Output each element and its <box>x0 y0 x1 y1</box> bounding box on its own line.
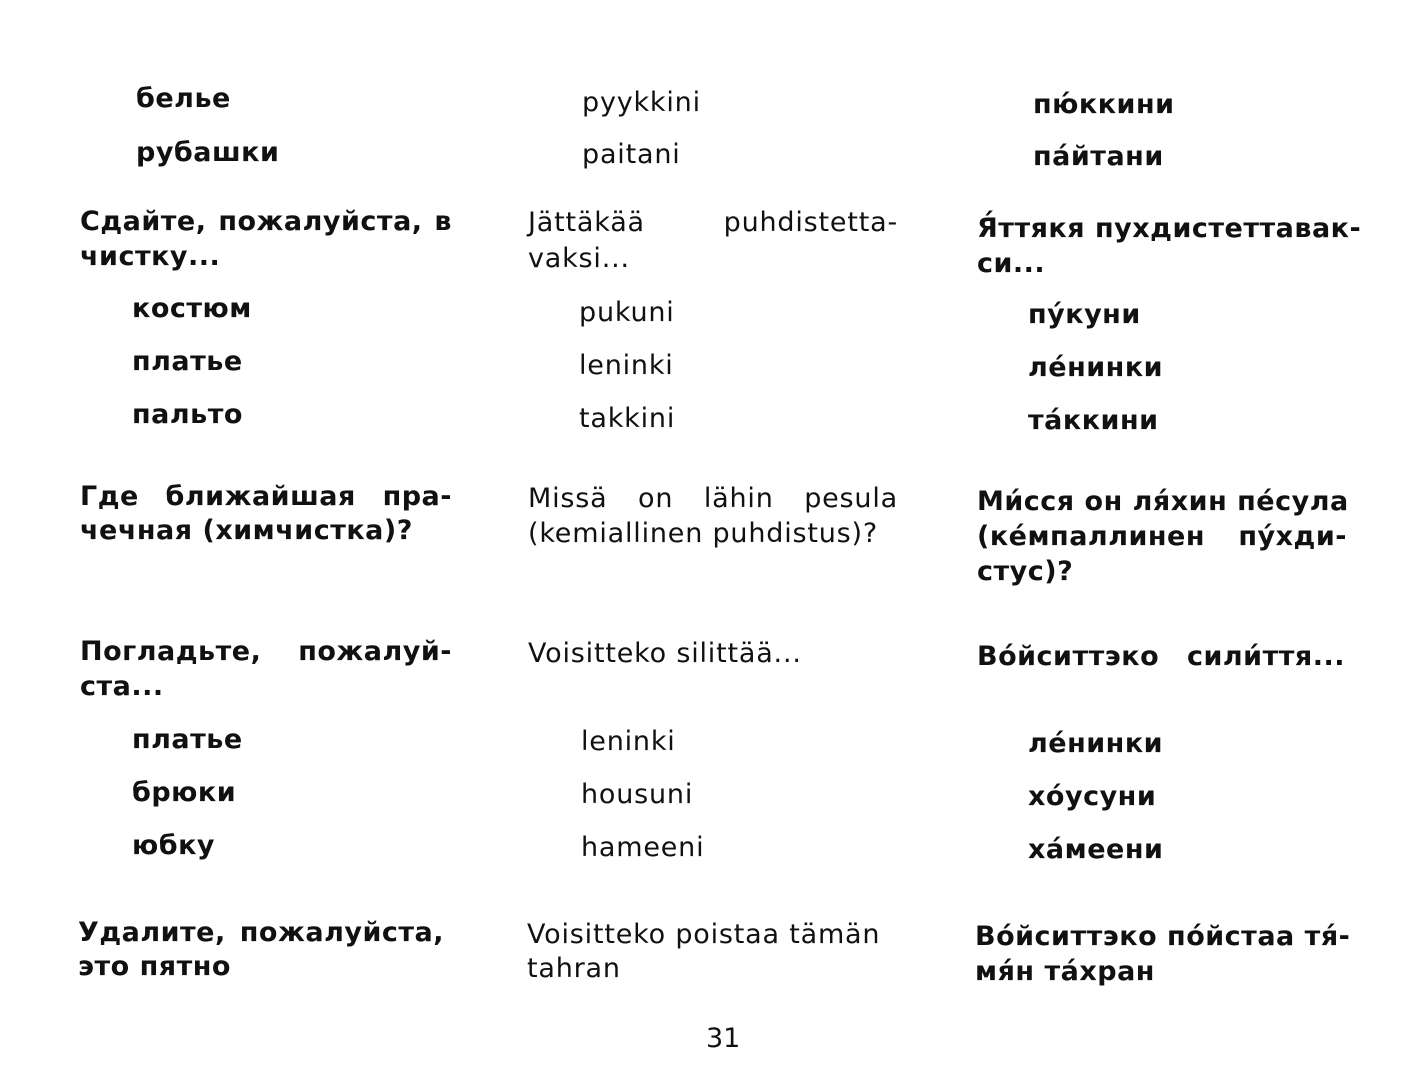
ru-trousers: брюки <box>132 777 237 808</box>
fi-word: pesula <box>804 483 898 514</box>
tr-iron <box>977 640 1345 674</box>
ru-word: пожалуйста, <box>218 206 423 237</box>
tr-word: (ке́мпаллинен <box>977 521 1206 552</box>
fi-word: Missä <box>528 483 608 514</box>
ru-laundry: белье <box>136 83 231 114</box>
tr-nearest-laundry-line3: стус)? <box>977 556 1074 587</box>
ru-word: Сдайте, <box>80 206 207 237</box>
tr-stain-line1: Во́йситтэко по́йстаа тя́- <box>975 921 1351 952</box>
ru-iron-line1 <box>80 635 452 669</box>
fi-iron: Voisitteko silittää... <box>528 638 802 669</box>
fi-coat: takkini <box>579 403 676 434</box>
ru-word: пожалуйста, <box>239 917 444 948</box>
tr-nearest-laundry-line2 <box>977 520 1347 554</box>
page-number: 31 <box>706 1023 741 1054</box>
tr-skirt: ха́меени <box>1028 834 1164 865</box>
fi-trousers: housuni <box>581 779 694 810</box>
ru-word: пра- <box>382 481 452 512</box>
ru-nearest-laundry-line2: чечная (химчистка)? <box>80 515 413 546</box>
ru-dress-1: платье <box>132 346 243 377</box>
fi-dress-1: leninki <box>579 350 674 381</box>
fi-word: lähin <box>703 483 774 514</box>
fi-nearest-laundry-line2: (kemiallinen puhdistus)? <box>528 518 878 549</box>
tr-dry-clean-line1: Я́ттякя пухдистеттавак- <box>977 213 1362 244</box>
fi-dress-2: leninki <box>581 726 676 757</box>
tr-suit: пу́куни <box>1028 299 1141 330</box>
fi-shirts: paitani <box>582 139 681 170</box>
ru-coat: пальто <box>132 399 243 430</box>
fi-laundry: pyykkini <box>582 87 701 118</box>
ru-stain-line2: это пятно <box>78 951 231 982</box>
ru-nearest-laundry-line1 <box>80 480 452 514</box>
tr-word: сили́ття... <box>1186 641 1345 672</box>
ru-shirts: рубашки <box>136 137 280 168</box>
fi-dry-clean-line2: vaksi... <box>528 243 630 274</box>
tr-dress-2: ле́нинки <box>1028 728 1164 759</box>
tr-trousers: хо́усуни <box>1028 781 1157 812</box>
ru-stain-line1 <box>78 916 444 950</box>
fi-word: Jättäkää <box>528 207 645 238</box>
ru-word: Удалите, <box>78 917 226 948</box>
ru-dress-2: платье <box>132 724 243 755</box>
fi-suit: pukuni <box>579 297 675 328</box>
ru-dry-clean-line2: чистку... <box>80 241 221 272</box>
ru-word: Где <box>80 481 139 512</box>
tr-dry-clean-line2: си... <box>977 248 1046 279</box>
tr-word: пу́хди- <box>1238 521 1347 552</box>
fi-stain-line2: tahran <box>527 953 621 984</box>
ru-dry-clean-line1 <box>80 205 452 239</box>
ru-word: в <box>434 206 452 237</box>
tr-dress-1: ле́нинки <box>1028 352 1164 383</box>
tr-nearest-laundry-line1: Ми́сся он ля́хин пе́сула <box>977 486 1349 517</box>
tr-shirts: па́йтани <box>1033 141 1164 172</box>
ru-word: Погладьте, <box>80 636 262 667</box>
fi-stain-line1: Voisitteko poistaa tämän <box>527 919 881 950</box>
fi-dry-clean-line1 <box>528 206 898 240</box>
fi-skirt: hameeni <box>581 832 705 863</box>
ru-skirt: юбку <box>132 830 216 861</box>
tr-stain-line2: мя́н та́хран <box>975 956 1155 987</box>
ru-suit: костюм <box>132 293 252 324</box>
fi-word: on <box>638 483 674 514</box>
fi-nearest-laundry-line1 <box>528 482 898 516</box>
ru-word: пожалуй- <box>298 636 452 667</box>
fi-word: puhdistetta- <box>723 207 898 238</box>
tr-word: Во́йситтэко <box>977 641 1160 672</box>
tr-coat: та́ккини <box>1028 405 1159 436</box>
ru-word: ближайшая <box>165 481 356 512</box>
tr-laundry: пю́ккини <box>1033 89 1175 120</box>
ru-iron-line2: ста... <box>80 671 164 702</box>
